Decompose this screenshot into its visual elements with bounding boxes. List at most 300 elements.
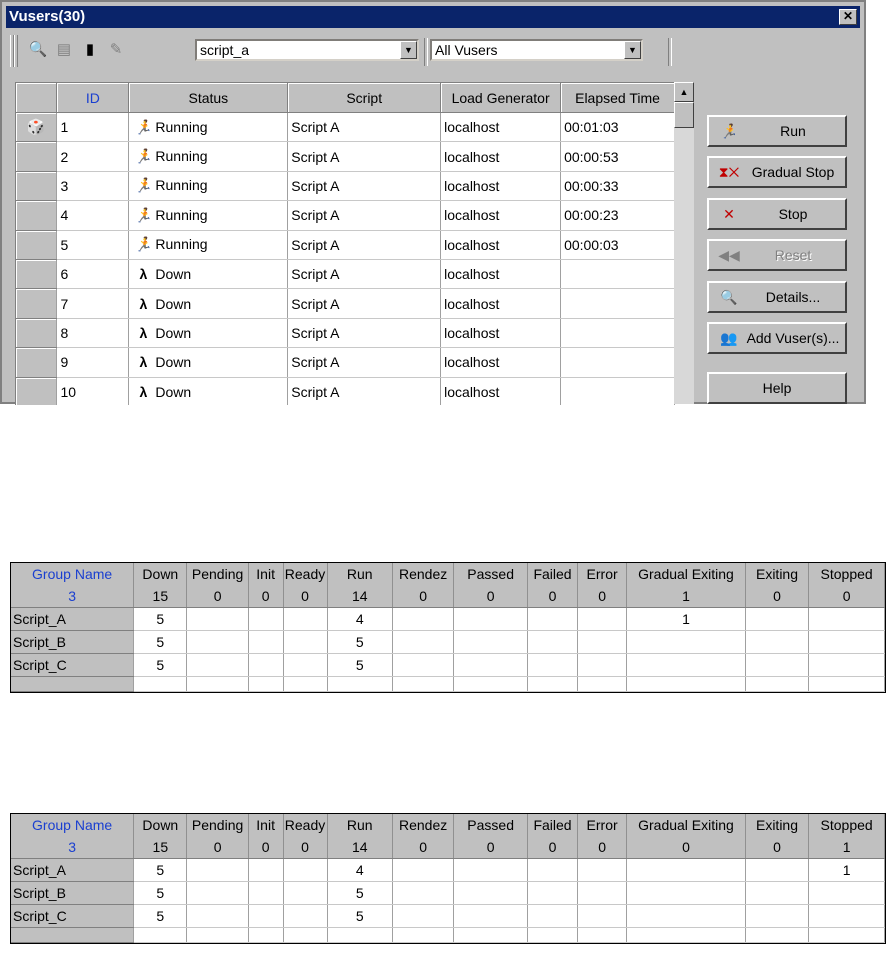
summary-total-cell: 0: [578, 585, 627, 608]
summary-total-cell: 0: [283, 585, 327, 608]
summary-count-cell: [187, 608, 248, 631]
summary-group-row[interactable]: [11, 654, 885, 677]
vuser-id: 2: [57, 142, 129, 171]
summary-empty-cell: [745, 677, 808, 692]
reset-button[interactable]: [707, 239, 847, 271]
group-summary-table-1: [10, 562, 886, 693]
running-icon: 🏃: [134, 236, 153, 253]
summary-count-cell: [809, 905, 885, 928]
summary-total-cell: 0: [809, 585, 885, 608]
summary-count-cell: [283, 631, 327, 654]
running-icon: 🏃: [134, 206, 153, 223]
summary-count-cell: [745, 654, 808, 677]
vusers-window: [0, 0, 866, 404]
summary-total-cell: 0: [248, 585, 283, 608]
summary-column-header[interactable]: Rendez: [392, 563, 453, 585]
group-name-cell: Script_A: [11, 608, 134, 631]
summary-empty-cell: [454, 928, 528, 943]
toolbar: [6, 30, 860, 72]
vuser-elapsed-time: [561, 377, 675, 405]
row-header[interactable]: [16, 259, 57, 288]
summary-count-cell: [809, 631, 885, 654]
summary-total-cell: 0: [187, 585, 248, 608]
details-disabled-icon: ▤: [56, 41, 72, 58]
summary-count-cell: 1: [809, 859, 885, 882]
summary-header-row: [11, 563, 885, 585]
table-row[interactable]: [16, 318, 675, 347]
summary-count-cell: [283, 654, 327, 677]
row-header[interactable]: [16, 318, 57, 347]
toolbar-separator: [424, 38, 428, 66]
summary-total-cell: 0: [627, 836, 746, 859]
running-icon: 🏃: [134, 177, 153, 194]
summary-count-cell: [392, 859, 453, 882]
summary-column-header[interactable]: Failed: [527, 563, 577, 585]
vuser-script: Script A: [288, 289, 441, 318]
grid-scrollbar[interactable]: [674, 82, 694, 404]
summary-count-cell: [527, 631, 577, 654]
summary-column-header[interactable]: Error: [578, 814, 627, 836]
summary-count-cell: [392, 654, 453, 677]
details-icon: 🔍: [720, 289, 738, 305]
summary-count-cell: 5: [134, 859, 187, 882]
vuser-load-generator: localhost: [441, 201, 561, 230]
column-header-status[interactable]: Status: [129, 83, 288, 113]
down-icon: λ: [139, 354, 148, 371]
stop-button[interactable]: [707, 198, 847, 230]
column-header-elapsed-time[interactable]: Elapsed Time: [561, 83, 675, 113]
summary-count-cell: [578, 859, 627, 882]
vusers-grid: [15, 82, 675, 405]
vuser-status-label: Running: [155, 177, 208, 194]
row-header-corner: [16, 83, 57, 113]
vuser-status: [129, 201, 288, 230]
summary-column-header[interactable]: Init: [248, 814, 283, 836]
group-summary-table-2: [10, 813, 886, 944]
summary-column-header[interactable]: Gradual Exiting: [627, 563, 746, 585]
summary-column-header[interactable]: Pending: [187, 563, 248, 585]
group-name-cell: Script_B: [11, 631, 134, 654]
vuser-load-generator: localhost: [441, 377, 561, 405]
summary-count-cell: [745, 859, 808, 882]
summary-total-cell: 0: [454, 585, 528, 608]
summary-column-header[interactable]: Passed: [454, 814, 528, 836]
vuser-filter-value: All Vusers: [435, 42, 498, 58]
summary-count-cell: 5: [327, 882, 392, 905]
summary-count-cell: [745, 608, 808, 631]
summary-empty-cell: [745, 928, 808, 943]
table-row[interactable]: [16, 259, 675, 288]
vuser-elapsed-time: 00:00:53: [561, 142, 675, 171]
vuser-status-label: Running: [155, 118, 208, 135]
summary-count-cell: [627, 631, 746, 654]
summary-column-header[interactable]: Group Name: [11, 814, 134, 836]
toolbar-grip[interactable]: [14, 35, 18, 67]
summary-empty-cell: [327, 677, 392, 692]
summary-count-cell: [527, 905, 577, 928]
summary-count-cell: [283, 608, 327, 631]
summary-count-cell: [392, 631, 453, 654]
vuser-elapsed-time: [561, 259, 675, 288]
summary-column-header[interactable]: Exiting: [745, 563, 808, 585]
vuser-script: Script A: [288, 171, 441, 200]
summary-count-cell: [248, 631, 283, 654]
vuser-elapsed-time: [561, 318, 675, 347]
summary-column-header[interactable]: Rendez: [392, 814, 453, 836]
summary-column-header[interactable]: Down: [134, 814, 187, 836]
summary-total-cell: 0: [578, 836, 627, 859]
summary-count-cell: 4: [327, 608, 392, 631]
summary-column-header[interactable]: Failed: [527, 814, 577, 836]
vuser-script: Script A: [288, 318, 441, 347]
summary-total-cell: 1: [809, 836, 885, 859]
running-icon: 🏃: [134, 118, 153, 135]
vuser-script: Script A: [288, 259, 441, 288]
vuser-load-generator: localhost: [441, 142, 561, 171]
summary-totals-row: [11, 836, 885, 859]
vuser-load-generator: localhost: [441, 289, 561, 318]
vuser-status: [129, 230, 288, 259]
summary-empty-cell: [578, 928, 627, 943]
summary-count-cell: [187, 631, 248, 654]
vuser-filter-select[interactable]: [430, 39, 643, 61]
vuser-id: 6: [57, 259, 129, 288]
summary-count-cell: 5: [134, 905, 187, 928]
table-row[interactable]: [16, 201, 675, 230]
summary-count-cell: [745, 905, 808, 928]
summary-empty-cell: [578, 677, 627, 692]
vuser-elapsed-time: [561, 289, 675, 318]
summary-group-row[interactable]: [11, 882, 885, 905]
vuser-id: 1: [57, 113, 129, 142]
down-icon: λ: [139, 324, 148, 341]
scroll-up-icon[interactable]: ▲: [674, 82, 694, 102]
summary-count-cell: [454, 608, 528, 631]
summary-total-cell: 0: [187, 836, 248, 859]
vuser-status-label: Running: [155, 206, 208, 223]
summary-count-cell: [578, 654, 627, 677]
row-header[interactable]: [16, 230, 57, 259]
gradual-stop-button[interactable]: [707, 156, 847, 188]
toolbar-separator: [668, 38, 672, 66]
vuser-elapsed-time: 00:01:03: [561, 113, 675, 142]
summary-empty-cell: [327, 928, 392, 943]
vuser-load-generator: localhost: [441, 230, 561, 259]
summary-count-cell: [187, 859, 248, 882]
summary-count-cell: 5: [134, 654, 187, 677]
summary-count-cell: 5: [134, 631, 187, 654]
summary-empty-cell: [283, 677, 327, 692]
summary-column-header[interactable]: Gradual Exiting: [627, 814, 746, 836]
summary-column-header[interactable]: Exiting: [745, 814, 808, 836]
vuser-status: [129, 289, 288, 318]
summary-empty-row: [11, 677, 885, 692]
column-header-script[interactable]: Script: [288, 83, 441, 113]
summary-column-header[interactable]: Passed: [454, 563, 528, 585]
vuser-status-label: Down: [155, 354, 192, 371]
column-header-load-generator[interactable]: Load Generator: [441, 83, 561, 113]
vuser-status: [129, 171, 288, 200]
summary-column-header[interactable]: Stopped: [809, 814, 885, 836]
table-row[interactable]: [16, 289, 675, 318]
vuser-elapsed-time: 00:00:03: [561, 230, 675, 259]
summary-count-cell: [454, 654, 528, 677]
row-header[interactable]: [16, 377, 57, 405]
table-row[interactable]: [16, 171, 675, 200]
vuser-script: Script A: [288, 113, 441, 142]
summary-count-cell: [745, 882, 808, 905]
column-header-id[interactable]: ID: [57, 83, 129, 113]
summary-empty-cell: [248, 677, 283, 692]
summary-empty-cell: [809, 677, 885, 692]
vuser-script: Script A: [288, 230, 441, 259]
summary-empty-cell: [134, 677, 187, 692]
vuser-status: [129, 142, 288, 171]
stop-button-label: Stop: [778, 206, 808, 222]
details-button[interactable]: [707, 281, 847, 313]
vuser-status: [129, 377, 288, 405]
summary-count-cell: [392, 882, 453, 905]
summary-totals-row: [11, 585, 885, 608]
vuser-load-generator: localhost: [441, 318, 561, 347]
add-vusers-icon: 👥: [720, 330, 738, 346]
table-row[interactable]: [16, 230, 675, 259]
row-header[interactable]: [16, 113, 57, 142]
summary-column-header[interactable]: Stopped: [809, 563, 885, 585]
summary-empty-cell: [187, 928, 248, 943]
vuser-id: 5: [57, 230, 129, 259]
vuser-status-label: Down: [155, 324, 192, 341]
gradual-stop-button-label: Gradual Stop: [751, 164, 835, 180]
summary-count-cell: [248, 882, 283, 905]
vuser-elapsed-time: 00:00:33: [561, 171, 675, 200]
summary-column-header[interactable]: Error: [578, 563, 627, 585]
group-name-cell: Script_B: [11, 882, 134, 905]
vuser-elapsed-time: 00:00:23: [561, 201, 675, 230]
vuser-load-generator: localhost: [441, 113, 561, 142]
summary-total-cell: 0: [527, 836, 577, 859]
vuser-script: Script A: [288, 201, 441, 230]
summary-empty-cell: [392, 928, 453, 943]
summary-count-cell: [578, 905, 627, 928]
summary-count-cell: 1: [627, 608, 746, 631]
summary-empty-cell: [134, 928, 187, 943]
vuser-id: 7: [57, 289, 129, 318]
add-vusers-button[interactable]: [707, 322, 847, 354]
vuser-status-label: Down: [155, 266, 192, 283]
summary-count-cell: 5: [134, 882, 187, 905]
summary-column-header[interactable]: Group Name: [11, 563, 134, 585]
details-button-label: Details...: [765, 289, 821, 305]
summary-group-row[interactable]: [11, 631, 885, 654]
help-button-label: Help: [762, 380, 792, 396]
summary-count-cell: [627, 859, 746, 882]
summary-empty-cell: [627, 928, 746, 943]
summary-count-cell: [392, 608, 453, 631]
summary-total-cell: 0: [248, 836, 283, 859]
summary-column-header[interactable]: Down: [134, 563, 187, 585]
summary-count-cell: 4: [327, 859, 392, 882]
summary-group-row[interactable]: [11, 608, 885, 631]
summary-column-header[interactable]: Init: [248, 563, 283, 585]
summary-column-header[interactable]: Run: [327, 814, 392, 836]
vuser-status: [129, 259, 288, 288]
vuser-load-generator: localhost: [441, 171, 561, 200]
summary-count-cell: [248, 608, 283, 631]
summary-total-cell: 0: [745, 836, 808, 859]
vuser-status-label: Down: [155, 383, 192, 400]
summary-empty-cell: [527, 928, 577, 943]
row-header[interactable]: [16, 289, 57, 318]
summary-total-cell: 15: [134, 836, 187, 859]
add-vuser-icon[interactable]: ▮: [85, 41, 95, 58]
summary-count-cell: 5: [134, 608, 187, 631]
summary-header-row: [11, 814, 885, 836]
row-header[interactable]: [16, 348, 57, 377]
summary-count-cell: [248, 654, 283, 677]
summary-count-cell: [392, 905, 453, 928]
summary-count-cell: 5: [327, 631, 392, 654]
summary-total-cell: 14: [327, 585, 392, 608]
summary-empty-cell: [248, 928, 283, 943]
summary-count-cell: [454, 631, 528, 654]
vuser-elapsed-time: [561, 348, 675, 377]
summary-count-cell: [627, 905, 746, 928]
help-button[interactable]: [707, 372, 847, 404]
stop-icon: ✕: [723, 206, 735, 222]
script-filter-value: script_a: [200, 42, 250, 58]
row-header[interactable]: [16, 201, 57, 230]
summary-total-cell: 3: [11, 836, 134, 859]
run-button[interactable]: [707, 115, 847, 147]
summary-count-cell: [187, 882, 248, 905]
summary-count-cell: [627, 882, 746, 905]
summary-empty-cell: [187, 677, 248, 692]
down-icon: λ: [139, 383, 148, 400]
zoom-icon[interactable]: 🔍: [28, 41, 48, 58]
vuser-id: 3: [57, 171, 129, 200]
summary-empty-cell: [11, 928, 134, 943]
vuser-id: 9: [57, 348, 129, 377]
summary-total-cell: 14: [327, 836, 392, 859]
summary-column-header[interactable]: Pending: [187, 814, 248, 836]
vuser-status-label: Running: [155, 236, 208, 253]
vuser-status: [129, 113, 288, 142]
summary-count-cell: 5: [327, 905, 392, 928]
summary-count-cell: [809, 654, 885, 677]
summary-count-cell: [745, 631, 808, 654]
summary-total-cell: 3: [11, 585, 134, 608]
summary-total-cell: 15: [134, 585, 187, 608]
summary-column-header[interactable]: Ready: [283, 563, 327, 585]
summary-total-cell: 0: [392, 585, 453, 608]
summary-count-cell: [527, 654, 577, 677]
vuser-status-label: Running: [155, 148, 208, 165]
reset-icon: ◀◀: [718, 247, 740, 263]
title-bar: [6, 6, 860, 28]
summary-count-cell: [187, 905, 248, 928]
summary-empty-cell: [809, 928, 885, 943]
row-header[interactable]: [16, 142, 57, 171]
vuser-id: 8: [57, 318, 129, 347]
summary-count-cell: [454, 905, 528, 928]
summary-group-row[interactable]: [11, 859, 885, 882]
summary-empty-cell: [454, 677, 528, 692]
summary-total-cell: 0: [283, 836, 327, 859]
summary-count-cell: [187, 654, 248, 677]
summary-count-cell: [454, 859, 528, 882]
summary-empty-cell: [11, 677, 134, 692]
window-title: Vusers(30): [9, 8, 86, 25]
vuser-script: Script A: [288, 348, 441, 377]
summary-column-header[interactable]: Ready: [283, 814, 327, 836]
vuser-script: Script A: [288, 142, 441, 171]
reset-button-label: Reset: [774, 247, 812, 263]
summary-empty-cell: [527, 677, 577, 692]
running-icon: 🏃: [134, 148, 153, 165]
table-row[interactable]: [16, 113, 675, 142]
scroll-thumb[interactable]: [674, 102, 694, 128]
chevron-down-icon[interactable]: ▼: [400, 41, 417, 59]
command-buttons: [702, 82, 862, 404]
table-row[interactable]: [16, 348, 675, 377]
group-name-cell: Script_C: [11, 905, 134, 928]
summary-count-cell: [809, 608, 885, 631]
summary-count-cell: [454, 882, 528, 905]
summary-count-cell: [578, 882, 627, 905]
summary-count-cell: [578, 631, 627, 654]
row-header[interactable]: [16, 171, 57, 200]
close-icon[interactable]: ✕: [839, 9, 857, 25]
add-vusers-button-label: Add Vuser(s)...: [746, 330, 840, 346]
summary-count-cell: [527, 882, 577, 905]
vuser-status: [129, 318, 288, 347]
summary-count-cell: [248, 905, 283, 928]
remove-vuser-disabled-icon: ✎: [109, 41, 123, 58]
summary-column-header[interactable]: Run: [327, 563, 392, 585]
down-icon: λ: [139, 295, 148, 312]
vuser-status-label: Down: [155, 295, 192, 312]
table-row[interactable]: [16, 142, 675, 171]
summary-group-row[interactable]: [11, 905, 885, 928]
vuser-script: Script A: [288, 377, 441, 405]
down-icon: λ: [139, 266, 148, 283]
chevron-down-icon[interactable]: ▼: [624, 41, 641, 59]
table-row[interactable]: [16, 377, 675, 405]
summary-total-cell: 0: [454, 836, 528, 859]
summary-count-cell: 5: [327, 654, 392, 677]
summary-count-cell: [283, 859, 327, 882]
run-button-label: Run: [780, 123, 806, 139]
vuser-status: [129, 348, 288, 377]
vuser-load-generator: localhost: [441, 259, 561, 288]
script-filter-select[interactable]: [195, 39, 419, 61]
summary-count-cell: [248, 859, 283, 882]
summary-count-cell: [809, 882, 885, 905]
group-name-cell: Script_A: [11, 859, 134, 882]
run-icon: 🏃: [720, 123, 738, 139]
vuser-cube-icon: 🎲: [26, 119, 46, 137]
summary-total-cell: 0: [392, 836, 453, 859]
vuser-id: 10: [57, 377, 129, 405]
summary-empty-cell: [392, 677, 453, 692]
summary-count-cell: [578, 608, 627, 631]
summary-count-cell: [283, 882, 327, 905]
summary-total-cell: 1: [627, 585, 746, 608]
summary-empty-cell: [627, 677, 746, 692]
vuser-load-generator: localhost: [441, 348, 561, 377]
gradual-stop-icon: ⧗✕: [718, 164, 740, 180]
